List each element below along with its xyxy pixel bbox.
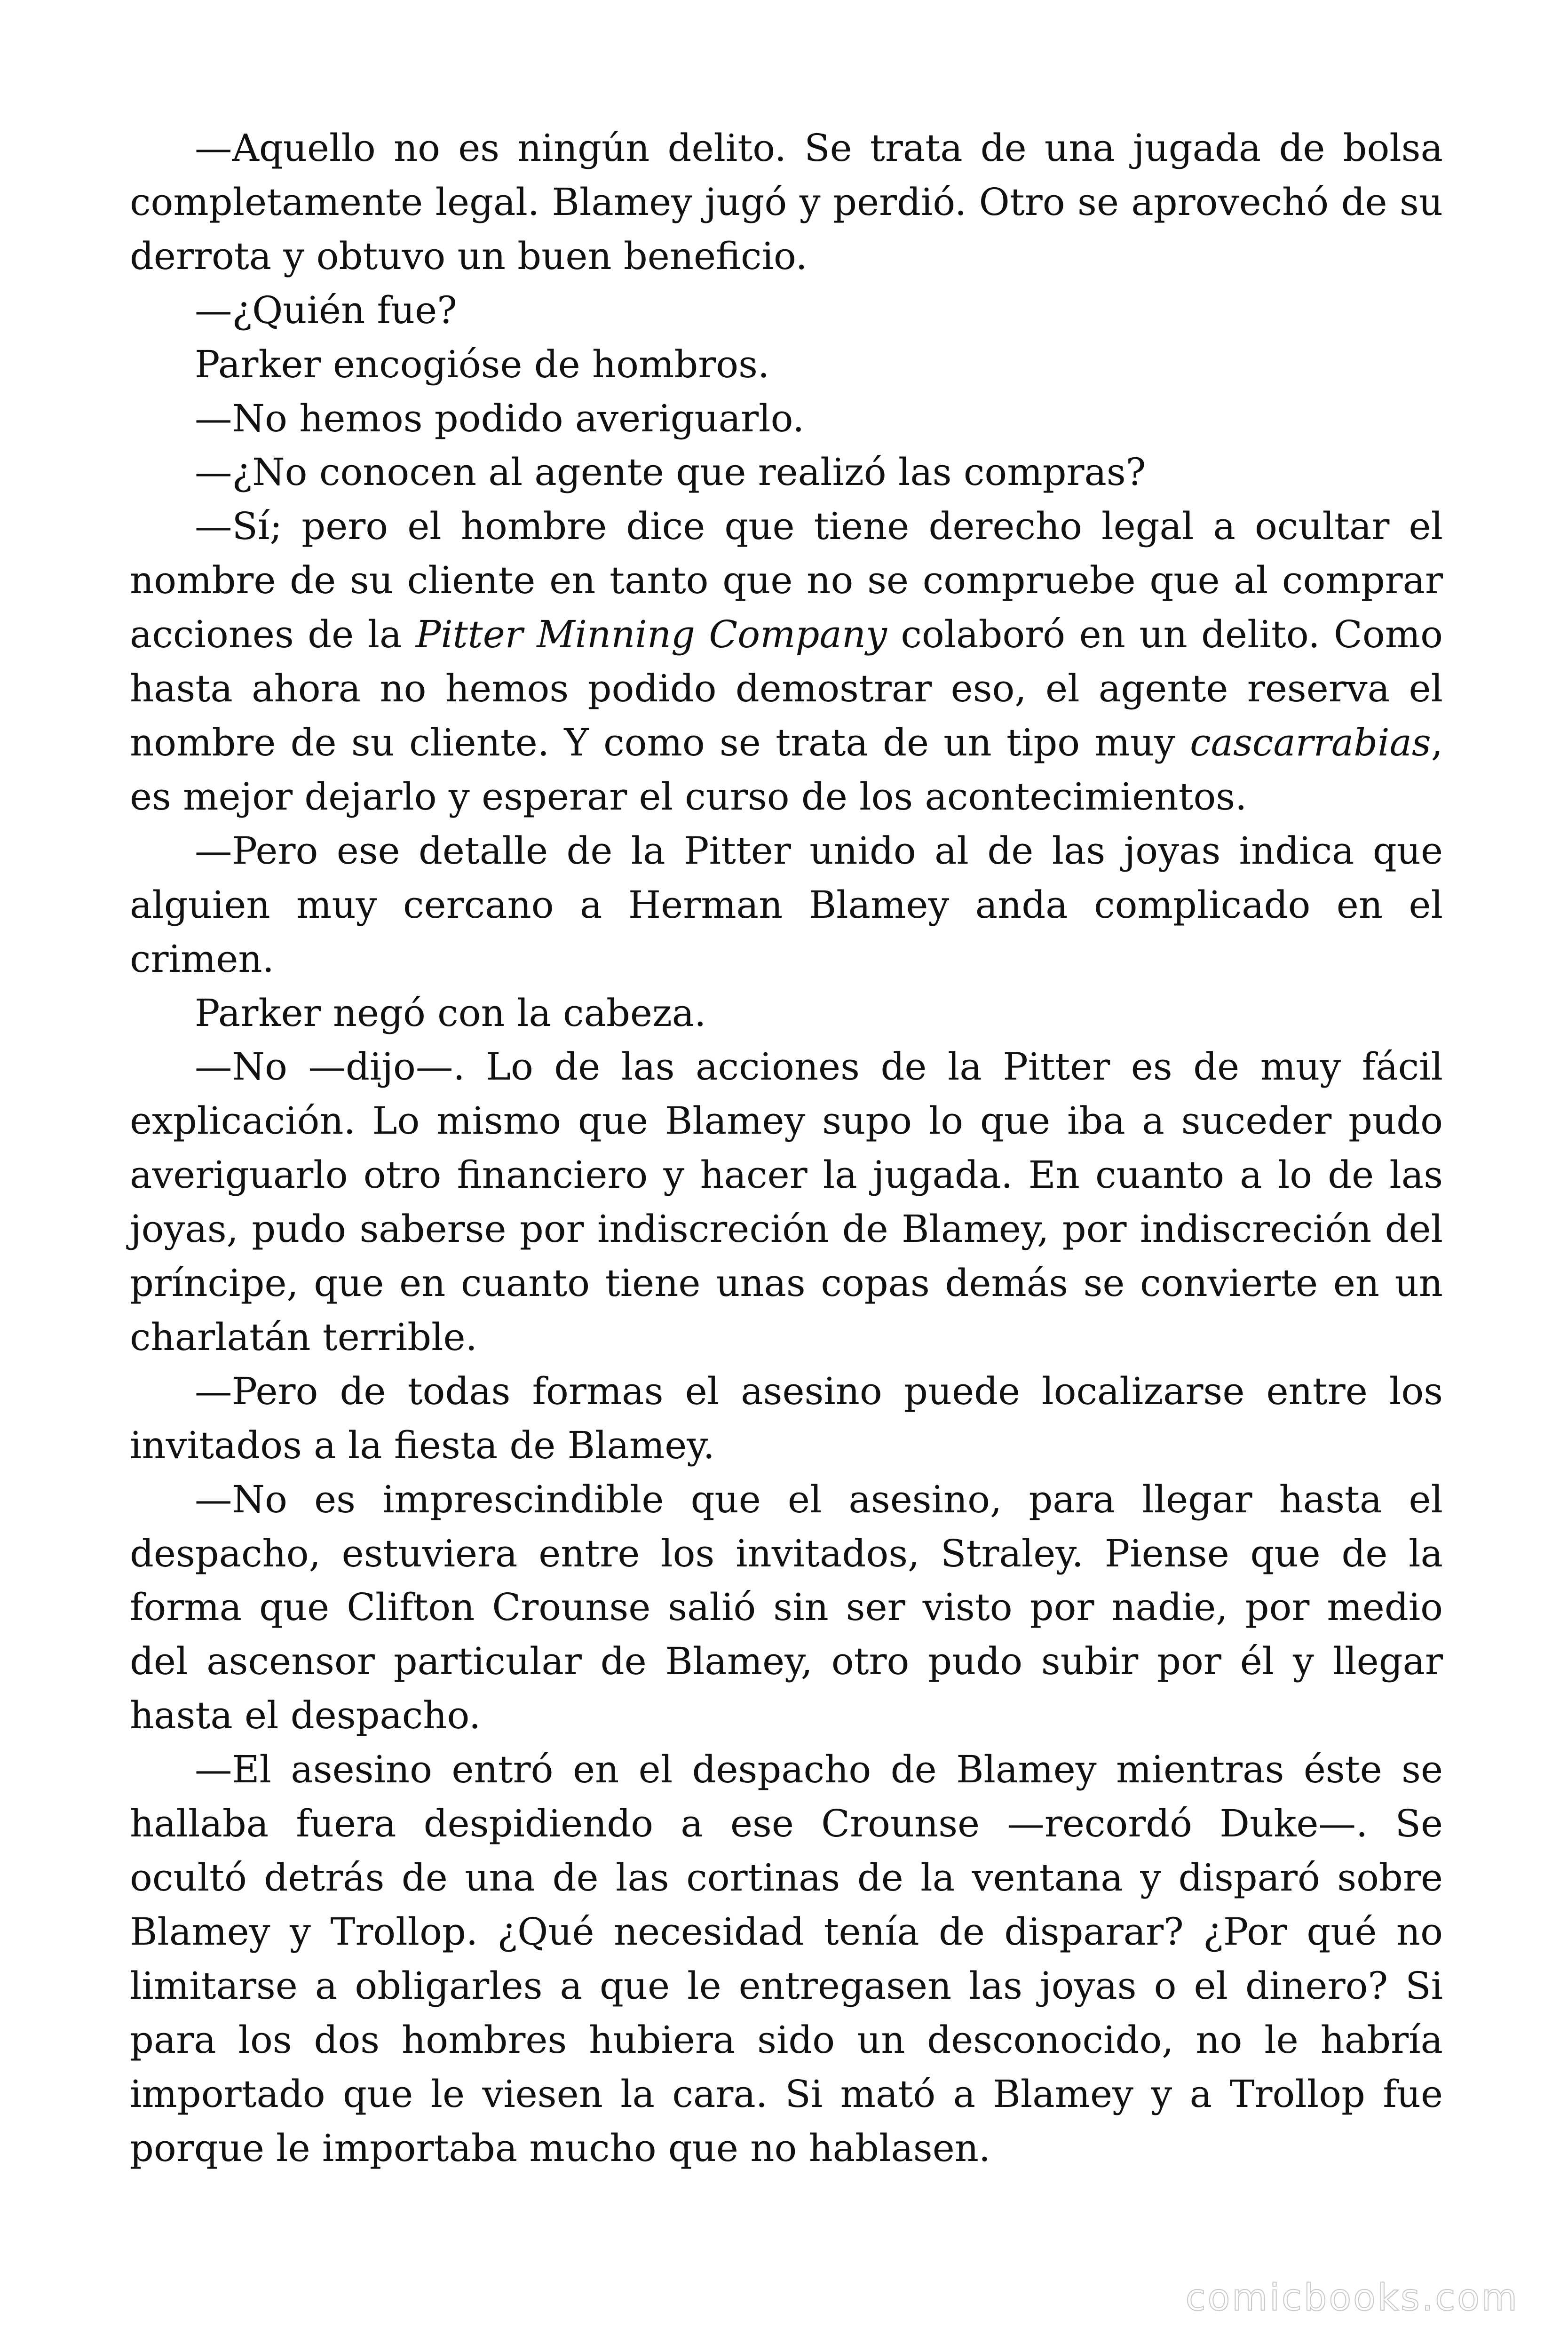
paragraph	[130, 986, 1443, 1041]
paragraph	[130, 500, 1443, 824]
paragraph-text: —Sí; pero el hombre dice que tiene derecho legal a ocultar el nombre de su cliente en tanto que no se compruebe que al comprar acciones de la	[130, 504, 1443, 657]
italic-word: cascarrabias	[1190, 720, 1431, 764]
paragraph-text: colaboró en un delito. Como hasta ahora no hemos podido demostrar eso, el agente reserva el nombre de su cliente. Y como se trata de un tipo muy	[130, 612, 1443, 764]
paragraph	[130, 392, 1443, 446]
paragraph-text: —No hemos podido averiguarlo.	[195, 396, 805, 440]
paragraph-text: , es mejor dejarlo y esperar el curso de los acontecimientos.	[130, 720, 1443, 818]
paragraph-text: —Pero de todas formas el asesino puede localizarse entre los invitados a la fiesta de Blamey.	[130, 1369, 1443, 1467]
paragraph	[130, 824, 1443, 986]
paragraph-text: —¿Quién fue?	[195, 288, 457, 332]
paragraph-text: —¿No conocen al agente que realizó las compras?	[195, 450, 1146, 494]
paragraph-text: —No es imprescindible que el asesino, para llegar hasta el despacho, estuviera entre los invitados, Straley. Piense que de la forma que Clifton Crounse salió sin ser visto por nadie, por medio del ascensor particular de Blamey, otro pudo subir por él y llegar hasta el despacho.	[130, 1477, 1443, 1738]
paragraph	[130, 1040, 1443, 1364]
paragraph-text: —No —dijo—. Lo de las acciones de la Pitter es de muy fácil explicación. Lo mismo que Blamey supo lo que iba a suceder pudo averiguarlo otro financiero y hacer la jugada. En cuanto a lo de las joyas, pudo saberse por indiscreción de Blamey, por indiscreción del príncipe, que en cuanto tiene unas copas demás se convierte en un charlatán terrible.	[130, 1045, 1443, 1359]
paragraph-text: —Aquello no es ningún delito. Se trata de una jugada de bolsa completamente legal. Blamey jugó y perdió. Otro se aprovechó de su derrota y obtuvo un buen beneficio.	[130, 126, 1443, 278]
paragraph-text: —El asesino entró en el despacho de Blamey mientras éste se hallaba fuera despidiendo a ese Crounse —recordó Duke—. Se ocultó detrás de una de las cortinas de la ventana y disparó sobre Blamey y Trollop. ¿Qué necesidad tenía de disparar? ¿Por qué no limitarse a obligarles a que le entregasen las joyas o el dinero? Si para los dos hombres hubiera sido un desconocido, no le habría importado que le viesen la cara. Si mató a Blamey y a Trollop fue porque le importaba mucho que no hablasen.	[130, 1748, 1443, 2170]
paragraph-text: Parker negó con la cabeza.	[195, 991, 706, 1035]
paragraph	[130, 1743, 1443, 2175]
paragraph-text: Parker encogióse de hombros.	[195, 342, 770, 386]
paragraph	[130, 1365, 1443, 1473]
paragraph	[130, 338, 1443, 392]
paragraph-text: —Pero ese detalle de la Pitter unido al de las joyas indica que alguien muy cercano a Herman Blamey anda complicado en el crimen.	[130, 828, 1443, 981]
paragraph	[130, 445, 1443, 500]
paragraph	[130, 121, 1443, 284]
page-text	[130, 121, 1443, 2175]
paragraph	[130, 1473, 1443, 1743]
watermark: comicbooks.com	[1185, 2277, 1519, 2319]
paragraph	[130, 284, 1443, 338]
italic-company-name: Pitter Minning Company	[415, 612, 887, 657]
